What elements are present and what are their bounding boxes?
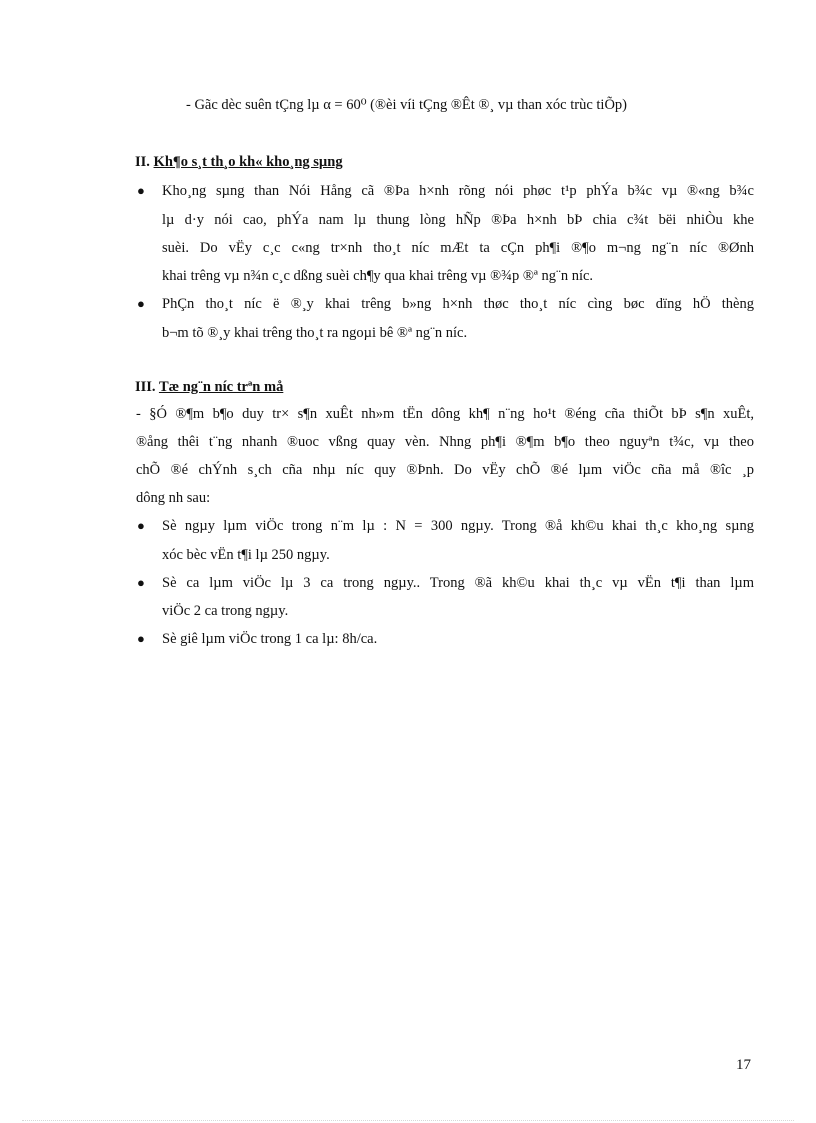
bullet-icon: ● — [137, 518, 145, 533]
section-3-title: Tæ ng¨n níc trªn må — [158, 379, 284, 395]
list-item-line: Sè ngµy lµm viÖc trong n¨m lµ : N = 300 ngµy. Trong ®å kh©u khai th¸c kho¸ng sµng — [162, 518, 754, 534]
list-item-line: suèi. Do vËy c¸c c«ng tr×nh tho¸t níc mÆt ta cÇn ph¶i ®¶o m¬ng ng¨n níc ®Ønh — [162, 240, 754, 256]
list-item-line: lµ d·y nói cao, phÝa nam lµ thung lòng hÑp ®Þa h×nh bÞ chia c¾t bëi nhiÒu khe — [162, 212, 754, 228]
paragraph-line: - §Ó ®¶m b¶o duy tr× s¶n xuÊt nh»m tËn dông kh¶ n¨ng ho¹t ®éng cña thiÕt bÞ s¶n xuÊt, — [136, 406, 754, 422]
section-2-heading — [135, 153, 343, 171]
intro-line: - Gãc dèc suên tÇng lµ α = 60⁰ (®èi víi tÇng ®Êt ®¸ vµ than xóc trùc tiÕp) — [186, 97, 628, 113]
page-number: 17 — [736, 1057, 751, 1073]
page-bottom-divider — [22, 1120, 794, 1121]
bullet-icon: ● — [137, 631, 145, 646]
list-item-line: Sè ca lµm viÖc lµ 3 ca trong ngµy.. Trong ®ã kh©u khai th¸c vµ vËn t¶i than lµm — [162, 575, 754, 591]
list-item-line: Kho¸ng sµng than Nói Hång cã ®Þa h×nh rõng nói phøc t¹p phÝa b¾c vµ ®«ng b¾c — [162, 183, 754, 199]
list-item-line: viÖc 2 ca trong ngµy. — [162, 603, 289, 619]
bullet-icon: ● — [137, 575, 145, 590]
section-2-number: II. — [135, 154, 150, 170]
bullet-icon: ● — [137, 183, 145, 198]
section-3-number: III. — [135, 379, 156, 395]
list-item-line: PhÇn tho¸t níc ë ®¸y khai trêng b»ng h×nh thøc tho¸t níc cìng bøc dïng hÖ thèng — [162, 296, 754, 312]
paragraph-line: ®ång thêi t¨ng nhanh ®uoc vßng quay vèn. Nhng ph¶i ®¶m b¶o theo nguyªn t¾c, vµ theo — [136, 434, 754, 450]
paragraph-line: dông nh sau: — [136, 490, 211, 506]
section-2-title: Kh¶o s¸t th¸o kh« kho¸ng sµng — [153, 154, 343, 170]
list-item-line: xóc bèc vËn t¶i lµ 250 ngµy. — [162, 547, 330, 563]
list-item-line: Sè giê lµm viÖc trong 1 ca lµ: 8h/ca. — [162, 631, 378, 647]
bullet-icon: ● — [137, 296, 145, 311]
list-item-line: khai trêng vµ n¾n c¸c dßng suèi ch¶y qua khai trêng vµ ®¾p ®ª ng¨n níc. — [162, 268, 594, 284]
section-3-heading — [135, 378, 283, 396]
paragraph-line: chÕ ®é chÝnh s¸ch cña nhµ níc quy ®Þnh. Do vËy chÕ ®é lµm viÖc cña må ®îc ¸p — [136, 462, 754, 478]
list-item-line: b¬m tõ ®¸y khai trêng tho¸t ra ngoµi bê ®ª ng¨n níc. — [162, 325, 468, 341]
